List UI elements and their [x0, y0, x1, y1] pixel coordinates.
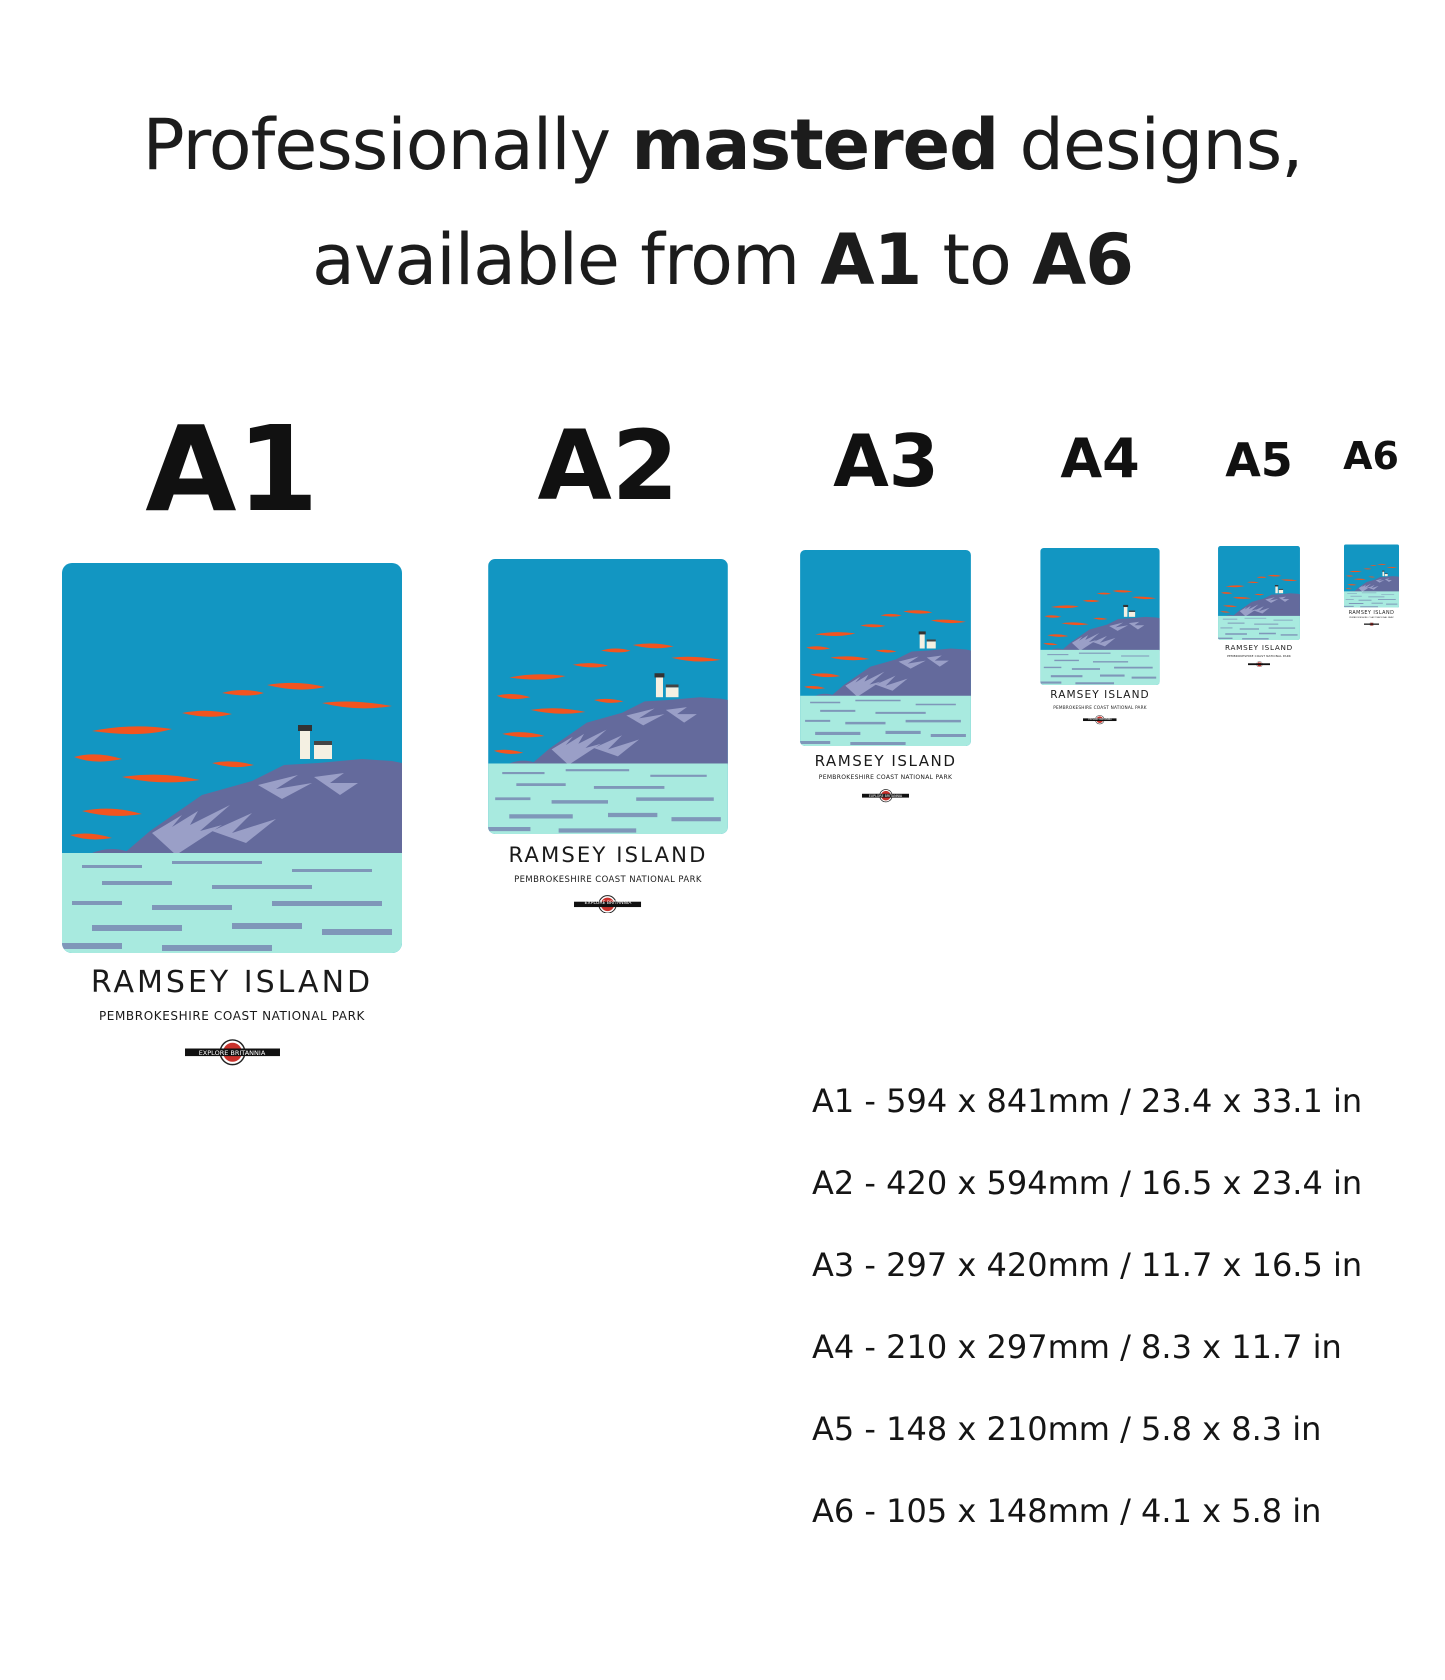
poster-subtitle: PEMBROKESHIRE COAST NATIONAL PARK [818, 774, 953, 782]
poster-brand-text: EXPLORE BRITANNIA [584, 901, 632, 907]
poster-a5 [1218, 546, 1300, 671]
poster-artwork [62, 563, 402, 953]
headline-text: designs, [998, 104, 1303, 186]
poster-artwork [800, 550, 971, 746]
poster-subtitle: PEMBROKESHIRE COAST NATIONAL PARK [1227, 653, 1291, 658]
poster-title: RAMSEY ISLAND [1348, 609, 1395, 616]
headline-text: Professionally [142, 104, 632, 186]
size-spec-a3: A3 - 297 x 420mm / 11.7 x 16.5 in [812, 1246, 1363, 1284]
headline-text: available from [312, 219, 821, 301]
headline-bold-text: mastered [631, 104, 999, 186]
poster-subtitle: PEMBROKESHIRE COAST NATIONAL PARK [1349, 617, 1394, 620]
size-label-a6: A6 [1343, 434, 1399, 478]
poster-a3 [800, 550, 971, 811]
poster-artwork [488, 559, 728, 834]
poster-brand-text: EXPLORE BRITANNIA [198, 1048, 266, 1057]
size-spec-a5: A5 - 148 x 210mm / 5.8 x 8.3 in [812, 1410, 1322, 1448]
poster-brand-text: EXPLORE BRITANNIA [1088, 717, 1112, 721]
poster-title: RAMSEY ISLAND [1225, 642, 1293, 652]
size-spec-a1: A1 - 594 x 841mm / 23.4 x 33.1 in [812, 1082, 1363, 1120]
poster-title: RAMSEY ISLAND [814, 752, 957, 771]
size-spec-list [812, 1082, 1412, 1577]
size-label-a1: A1 [145, 400, 319, 538]
poster-artwork [1218, 546, 1300, 640]
size-label-a3: A3 [833, 419, 939, 503]
poster-a6 [1344, 544, 1399, 629]
poster-a2 [488, 559, 728, 926]
size-spec-a2: A2 - 420 x 594mm / 16.5 x 23.4 in [812, 1164, 1363, 1202]
size-spec-a6: A6 - 105 x 148mm / 4.1 x 5.8 in [812, 1492, 1322, 1530]
poster-brand-text: EXPLORE BRITANNIA [1251, 663, 1267, 665]
poster-artwork [1040, 548, 1160, 685]
poster-artwork [1344, 544, 1399, 608]
poster-a4 [1040, 548, 1160, 731]
headline-line-2 [0, 219, 1445, 301]
poster-a1 [62, 563, 402, 1083]
poster-subtitle: PEMBROKESHIRE COAST NATIONAL PARK [514, 873, 702, 884]
size-label-a4: A4 [1060, 427, 1140, 490]
headline-text: to [921, 219, 1033, 301]
poster-title: RAMSEY ISLAND [508, 842, 708, 868]
size-spec-a4: A4 - 210 x 297mm / 8.3 x 11.7 in [812, 1328, 1342, 1366]
size-label-a5: A5 [1225, 433, 1293, 487]
poster-subtitle: PEMBROKESHIRE COAST NATIONAL PARK [1053, 704, 1147, 710]
headline-bold-text: A1 [820, 219, 922, 301]
poster-brand-text: EXPLORE BRITANNIA [868, 794, 903, 799]
headline-line-1 [0, 104, 1445, 186]
poster-title: RAMSEY ISLAND [90, 965, 374, 1000]
poster-title: RAMSEY ISLAND [1050, 689, 1150, 702]
headline-bold-text: A6 [1032, 219, 1133, 301]
poster-subtitle: PEMBROKESHIRE COAST NATIONAL PARK [98, 1009, 366, 1023]
poster-brand-text: EXPLORE BRITANNIA [1363, 623, 1380, 625]
size-label-a2: A2 [537, 410, 679, 522]
